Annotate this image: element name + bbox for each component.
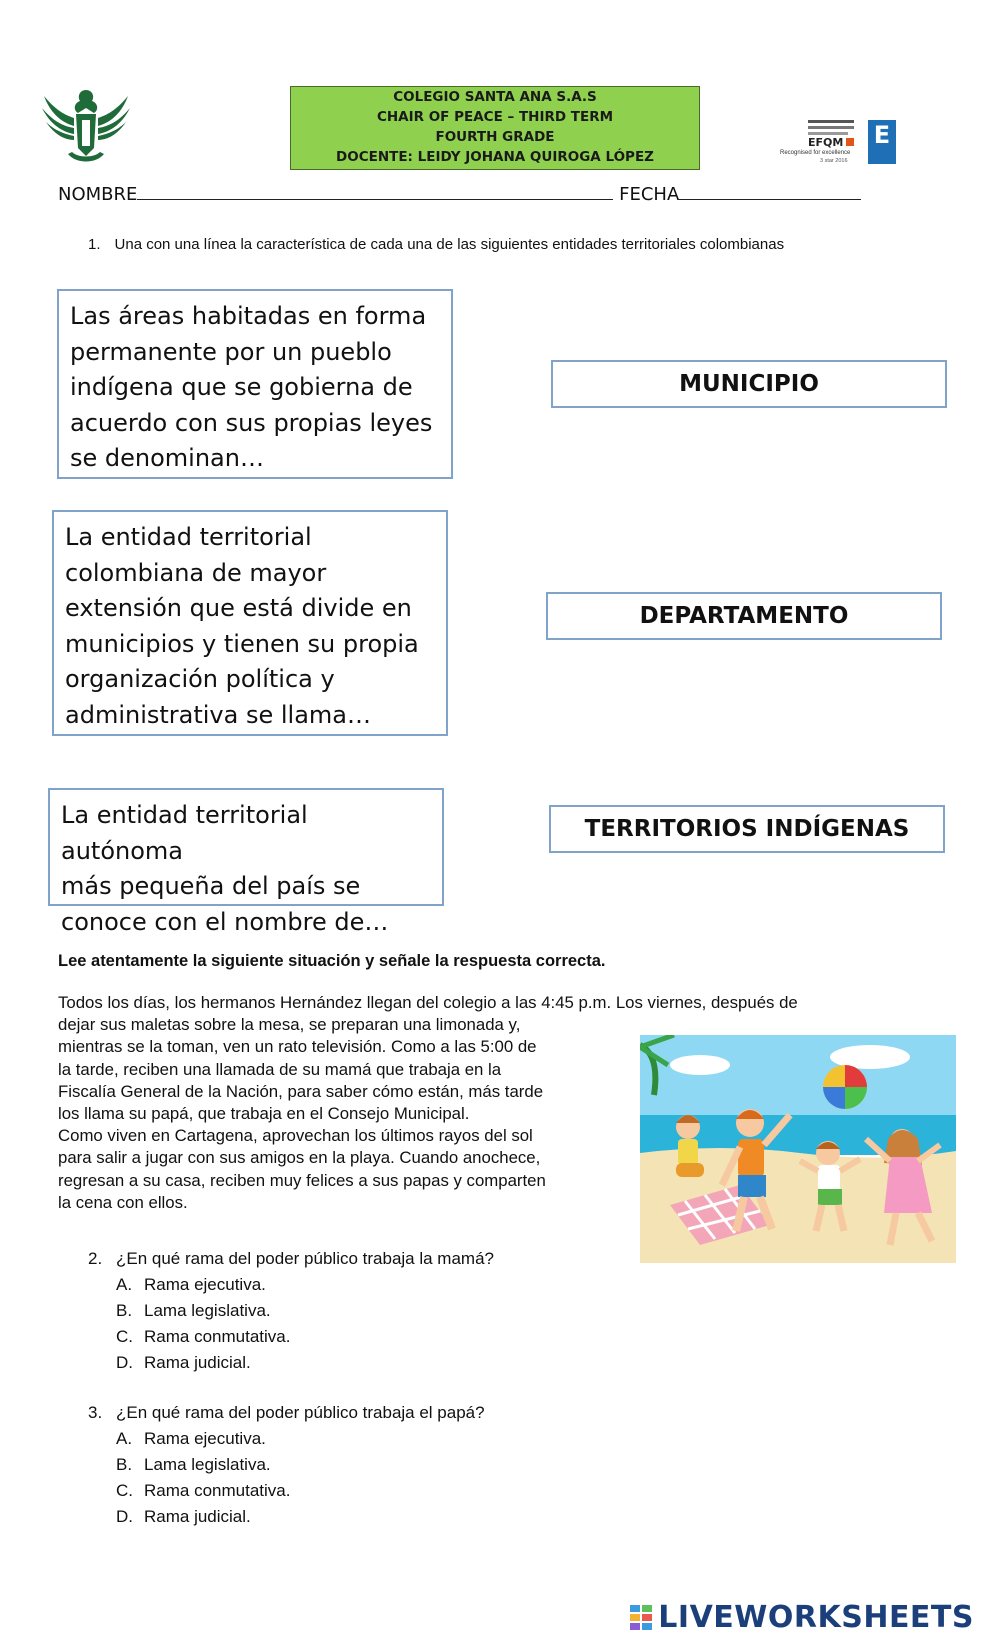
efqm-label: EFQM xyxy=(808,136,844,149)
option-label: D. xyxy=(116,1353,133,1372)
date-field[interactable] xyxy=(679,185,861,200)
prompt-3-line: conoce con el nombre de… xyxy=(61,907,389,936)
option-text: Rama judicial. xyxy=(144,1353,251,1372)
answer-box-municipio[interactable]: MUNICIPIO xyxy=(551,360,947,408)
question-3-option-c[interactable] xyxy=(88,1478,485,1504)
option-text: Rama ejecutiva. xyxy=(144,1275,266,1294)
name-date-line xyxy=(58,184,878,205)
exercise-1-number: 1. xyxy=(88,236,101,253)
prompt-2-line: administrativa se llama… xyxy=(65,700,371,729)
efqm-caption: Recognised for excellence xyxy=(780,150,851,156)
answer-box-departamento[interactable]: DEPARTAMENTO xyxy=(546,592,942,640)
passage-line: dejar sus maletas sobre la mesa, se preparan una limonada y, xyxy=(58,1015,521,1035)
efqm-badge-icon xyxy=(780,118,900,168)
question-2-option-b[interactable] xyxy=(88,1298,494,1324)
grade-name: FOURTH GRADE xyxy=(435,129,555,145)
passage-line: para salir a jugar con sus amigos en la playa. Cuando anochece, xyxy=(58,1148,541,1168)
passage-line: Como viven en Cartagena, aprovechan los últimos rayos del sol xyxy=(58,1126,533,1146)
question-3-text: ¿En qué rama del poder público trabaja el papá? xyxy=(116,1403,485,1422)
prompt-box-1[interactable] xyxy=(57,289,453,479)
efqm-letter: E xyxy=(873,121,891,149)
question-2 xyxy=(88,1246,494,1376)
prompt-2-line: extensión que está divide en xyxy=(65,594,412,623)
exercise-1-instruction xyxy=(88,236,784,253)
option-text: Rama judicial. xyxy=(144,1507,251,1526)
prompt-2-line: colombiana de mayor xyxy=(65,558,327,587)
school-name: COLEGIO SANTA ANA S.A.S xyxy=(393,89,597,105)
question-3-option-d[interactable] xyxy=(88,1504,485,1530)
beach-illustration xyxy=(640,1035,956,1263)
option-text: Lama legislativa. xyxy=(144,1455,271,1474)
prompt-3-line: más pequeña del país se xyxy=(61,872,361,901)
course-name: CHAIR OF PEACE – THIRD TERM xyxy=(376,109,614,125)
question-3 xyxy=(88,1400,485,1530)
option-label: A. xyxy=(116,1275,133,1294)
passage-line: los llama su papá, que trabaja en el Consejo Municipal. xyxy=(58,1104,470,1124)
option-label: B. xyxy=(116,1455,133,1474)
teacher-name: DOCENTE: LEIDY JOHANA QUIROGA LÓPEZ xyxy=(336,149,654,165)
passage-line: regresan a su casa, reciben muy felices a sus papas y comparten xyxy=(58,1170,546,1190)
option-label: C. xyxy=(116,1327,133,1346)
date-label: FECHA xyxy=(619,184,680,205)
option-label: D. xyxy=(116,1507,133,1526)
prompt-2-line: La entidad territorial xyxy=(65,523,312,551)
passage-line: Fiscalía General de la Nación, para saber cómo están, más tarde xyxy=(58,1081,544,1101)
prompt-3-line: La entidad territorial autónoma xyxy=(61,801,308,865)
passage-line: mientras se la toman, ven un rato televisión. Como a las 5:00 de xyxy=(58,1037,537,1057)
prompt-box-2[interactable] xyxy=(52,510,448,736)
exercise-1-text: Una con una línea la característica de cada una de las siguientes entidades territoriales colombianas xyxy=(114,236,785,253)
question-3-number: 3. xyxy=(88,1403,103,1422)
prompt-1-line: indígena que se gobierna de xyxy=(70,373,413,402)
name-field[interactable] xyxy=(137,185,613,200)
reading-title: Lee atentamente la siguiente situación y señale la respuesta correcta. xyxy=(58,952,606,970)
liveworksheets-logo-icon xyxy=(630,1605,654,1631)
prompt-1-line: acuerdo con sus propias leyes xyxy=(70,408,433,437)
liveworksheets-logo xyxy=(630,1600,974,1635)
passage-line: Todos los días, los hermanos Hernández llegan del colegio a las 4:45 p.m. Los viernes, después de xyxy=(58,993,798,1012)
passage-line: la tarde, reciben una llamada de su mamá que trabaja en la xyxy=(58,1059,502,1079)
option-text: Lama legislativa. xyxy=(144,1301,271,1320)
passage-line: la cena con ellos. xyxy=(58,1192,188,1212)
question-2-text: ¿En qué rama del poder público trabaja la mamá? xyxy=(116,1249,494,1268)
prompt-2-line: municipios y tienen su propia xyxy=(65,629,419,658)
question-2-option-d[interactable] xyxy=(88,1350,494,1376)
efqm-e-block xyxy=(868,120,896,164)
prompt-1-line: Las áreas habitadas en forma xyxy=(70,302,427,330)
efqm-stars: 3 star 2016 xyxy=(820,158,848,164)
prompt-box-3[interactable] xyxy=(48,788,444,936)
option-label: B. xyxy=(116,1301,133,1320)
option-text: Rama conmutativa. xyxy=(144,1327,291,1346)
option-label: C. xyxy=(116,1481,133,1500)
name-label: NOMBRE xyxy=(58,184,138,205)
question-2-option-a[interactable] xyxy=(88,1272,494,1298)
efqm-orange-square xyxy=(846,138,854,146)
question-3-option-b[interactable] xyxy=(88,1452,485,1478)
question-3-option-a[interactable] xyxy=(88,1426,485,1452)
header-box xyxy=(290,86,700,170)
prompt-1-line: permanente por un pueblo xyxy=(70,337,392,366)
option-text: Rama ejecutiva. xyxy=(144,1429,266,1448)
eagle-crest-icon xyxy=(40,82,132,170)
option-label: A. xyxy=(116,1429,133,1448)
answer-box-territorios[interactable]: TERRITORIOS INDÍGENAS xyxy=(549,805,945,853)
prompt-1-line: se denominan… xyxy=(70,444,264,473)
prompt-2-line: organización política y xyxy=(65,665,335,694)
question-2-option-c[interactable] xyxy=(88,1324,494,1350)
option-text: Rama conmutativa. xyxy=(144,1481,291,1500)
footer-brand: LIVEWORKSHEETS xyxy=(658,1600,974,1635)
question-2-number: 2. xyxy=(88,1249,103,1268)
